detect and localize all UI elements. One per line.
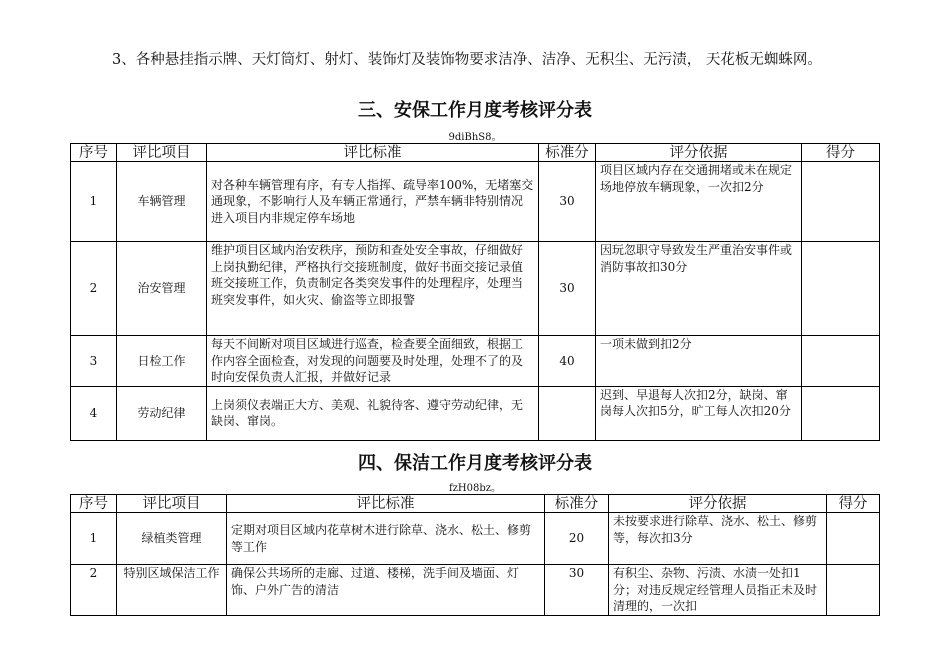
header-cell: 标准分 (539, 144, 596, 162)
header-cell: 序号 (71, 144, 117, 162)
row-number: 1 (71, 513, 117, 565)
row-got (827, 513, 880, 565)
row-got (802, 242, 880, 336)
row-got (802, 162, 880, 242)
header-cell: 评比项目 (117, 495, 227, 513)
row-number: 2 (71, 242, 117, 336)
intro-paragraph: 3、各种悬挂指示牌、天灯筒灯、射灯、装饰灯及装饰物要求洁净、洁净、无积尘、无污渍， 天花板无蜘蛛网。 (112, 52, 822, 68)
row-basis: 项目区域内存在交通拥堵或未在规定场地停放车辆现象，一次扣2分 (596, 162, 802, 242)
row-number: 1 (71, 162, 117, 242)
table-row (71, 162, 880, 242)
header-cell: 得分 (802, 144, 880, 162)
header-cell: 得分 (827, 495, 880, 513)
row-basis: 有积尘、杂物、污渍、水渍一处扣1分；对违反规定经管理人员指正未及时清理的，一次扣 (609, 565, 827, 616)
row-got (802, 386, 880, 440)
header-cell: 序号 (71, 495, 117, 513)
header-cell: 标准分 (545, 495, 609, 513)
header-cell: 评比标准 (207, 144, 539, 162)
row-standard: 每天不间断对项目区域进行巡查，检查要全面细致，根据工作内容全面检查，对发现的问题要及时处理，处理不了的及时向安保负责人汇报，并做好记录 (207, 336, 539, 387)
row-standard: 维护项目区域内治安秩序，预防和查处安全事故，仔细做好上岗执勤纪律，严格执行交接班制度，做好书面交接记录值班交接班工作，负责制定各类突发事件的处理程序，处理当班突发事件，如火灾、偷盗等立即报警 (207, 242, 539, 336)
row-score (539, 386, 596, 440)
security-score-table (70, 143, 880, 441)
cleaning-score-table (70, 494, 880, 616)
row-standard: 定期对项目区域内花草树木进行除草、浇水、松土、修剪等工作 (227, 513, 545, 565)
section3-code: 9diBhS8。 (448, 132, 502, 143)
header-cell: 评比标准 (227, 495, 545, 513)
section3-title: 三、安保工作月度考核评分表 (358, 100, 592, 121)
row-standard: 对各种车辆管理有序，有专人指挥、疏导率100%，无堵塞交通现象，不影响行人及车辆正常通行，严禁车辆非特别情况进入项目内非规定停车场地 (207, 162, 539, 242)
table-header-row (71, 495, 880, 513)
table-row (71, 513, 880, 565)
section4-title: 四、保洁工作月度考核评分表 (358, 453, 592, 474)
table-row (71, 336, 880, 387)
row-score: 20 (545, 513, 609, 565)
section4-code: fzH08bz。 (448, 483, 502, 494)
row-score: 30 (539, 242, 596, 336)
row-standard: 确保公共场所的走廊、过道、楼梯，洗手间及墙面、灯饰、户外广告的清洁 (227, 565, 545, 616)
table-row (71, 386, 880, 440)
row-score: 40 (539, 336, 596, 387)
row-item: 治安管理 (117, 242, 207, 336)
row-standard: 上岗须仪表端正大方、美观、礼貌待客、遵守劳动纪律，无缺岗、窜岗。 (207, 386, 539, 440)
row-basis: 因玩忽职守导致发生严重治安事件或消防事故扣30分 (596, 242, 802, 336)
header-cell: 评比项目 (117, 144, 207, 162)
header-cell: 评分依据 (596, 144, 802, 162)
table-row (71, 565, 880, 616)
row-item: 劳动纪律 (117, 386, 207, 440)
row-number: 3 (71, 336, 117, 387)
row-item: 车辆管理 (117, 162, 207, 242)
table-row (71, 242, 880, 336)
row-item: 绿植类管理 (117, 513, 227, 565)
row-number: 2 (71, 565, 117, 616)
row-basis: 一项未做到扣2分 (596, 336, 802, 387)
row-number: 4 (71, 386, 117, 440)
row-got (802, 336, 880, 387)
row-basis: 未按要求进行除草、浇水、松土、修剪等，每次扣3分 (609, 513, 827, 565)
row-item: 日检工作 (117, 336, 207, 387)
table-header-row (71, 144, 880, 162)
row-got (827, 565, 880, 616)
row-item: 特别区域保洁工作 (117, 565, 227, 616)
row-score: 30 (545, 565, 609, 616)
header-cell: 评分依据 (609, 495, 827, 513)
row-score: 30 (539, 162, 596, 242)
row-basis: 迟到、早退每人次扣2分，缺岗、窜岗每人次扣5分，旷工每人次扣20分 (596, 386, 802, 440)
